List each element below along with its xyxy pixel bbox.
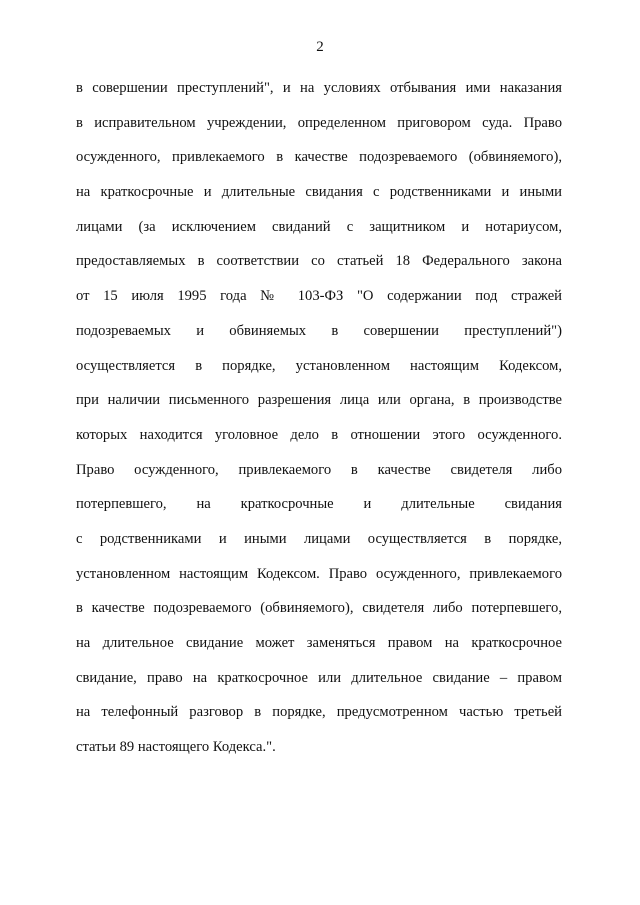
body-text bbox=[76, 71, 562, 765]
text-line: в качестве подозреваемого (обвиняемого), свидетеля либо потерпевшего, bbox=[76, 600, 562, 617]
text-line: в исправительном учреждении, определенном приговором суда. Право bbox=[76, 114, 562, 131]
text-line: потерпевшего, на краткосрочные и длительные свидания bbox=[76, 496, 562, 513]
text-line: на длительное свидание может заменяться правом на краткосрочное bbox=[76, 635, 562, 651]
text-line: подозреваемых и обвиняемых в совершении преступлений") bbox=[76, 322, 562, 339]
text-line: статьи 89 настоящего Кодекса.". bbox=[76, 739, 276, 756]
text-line: на телефонный разговор в порядке, предусмотренном частью третьей bbox=[76, 704, 562, 721]
text-line: осуществляется в порядке, установленном настоящим Кодексом, bbox=[76, 357, 562, 374]
text-line: на краткосрочные и длительные свидания с родственниками и иными bbox=[76, 184, 562, 201]
text-line: осужденного, привлекаемого в качестве подозреваемого (обвиняемого), bbox=[76, 149, 562, 166]
text-line: установленном настоящим Кодексом. Право осужденного, привлекаемого bbox=[76, 565, 562, 582]
text-line: при наличии письменного разрешения лица или органа, в производстве bbox=[76, 392, 562, 409]
text-line: которых находится уголовное дело в отношении этого осужденного. bbox=[76, 426, 562, 443]
text-line: с родственниками и иными лицами осуществляется в порядке, bbox=[76, 530, 562, 547]
text-line: предоставляемых в соответствии со статьей 18 Федерального закона bbox=[76, 253, 562, 270]
text-line: свидание, право на краткосрочное или длительное свидание – правом bbox=[76, 669, 562, 686]
text-line: в совершении преступлений", и на условиях отбывания ими наказания bbox=[76, 80, 562, 96]
text-line: Право осужденного, привлекаемого в качестве свидетеля либо bbox=[76, 461, 562, 478]
text-line: от 15 июля 1995 года № 103-ФЗ "О содержании под стражей bbox=[76, 288, 562, 305]
page-number: 2 bbox=[316, 39, 324, 55]
text-line: лицами (за исключением свиданий с защитником и нотариусом, bbox=[76, 218, 562, 235]
